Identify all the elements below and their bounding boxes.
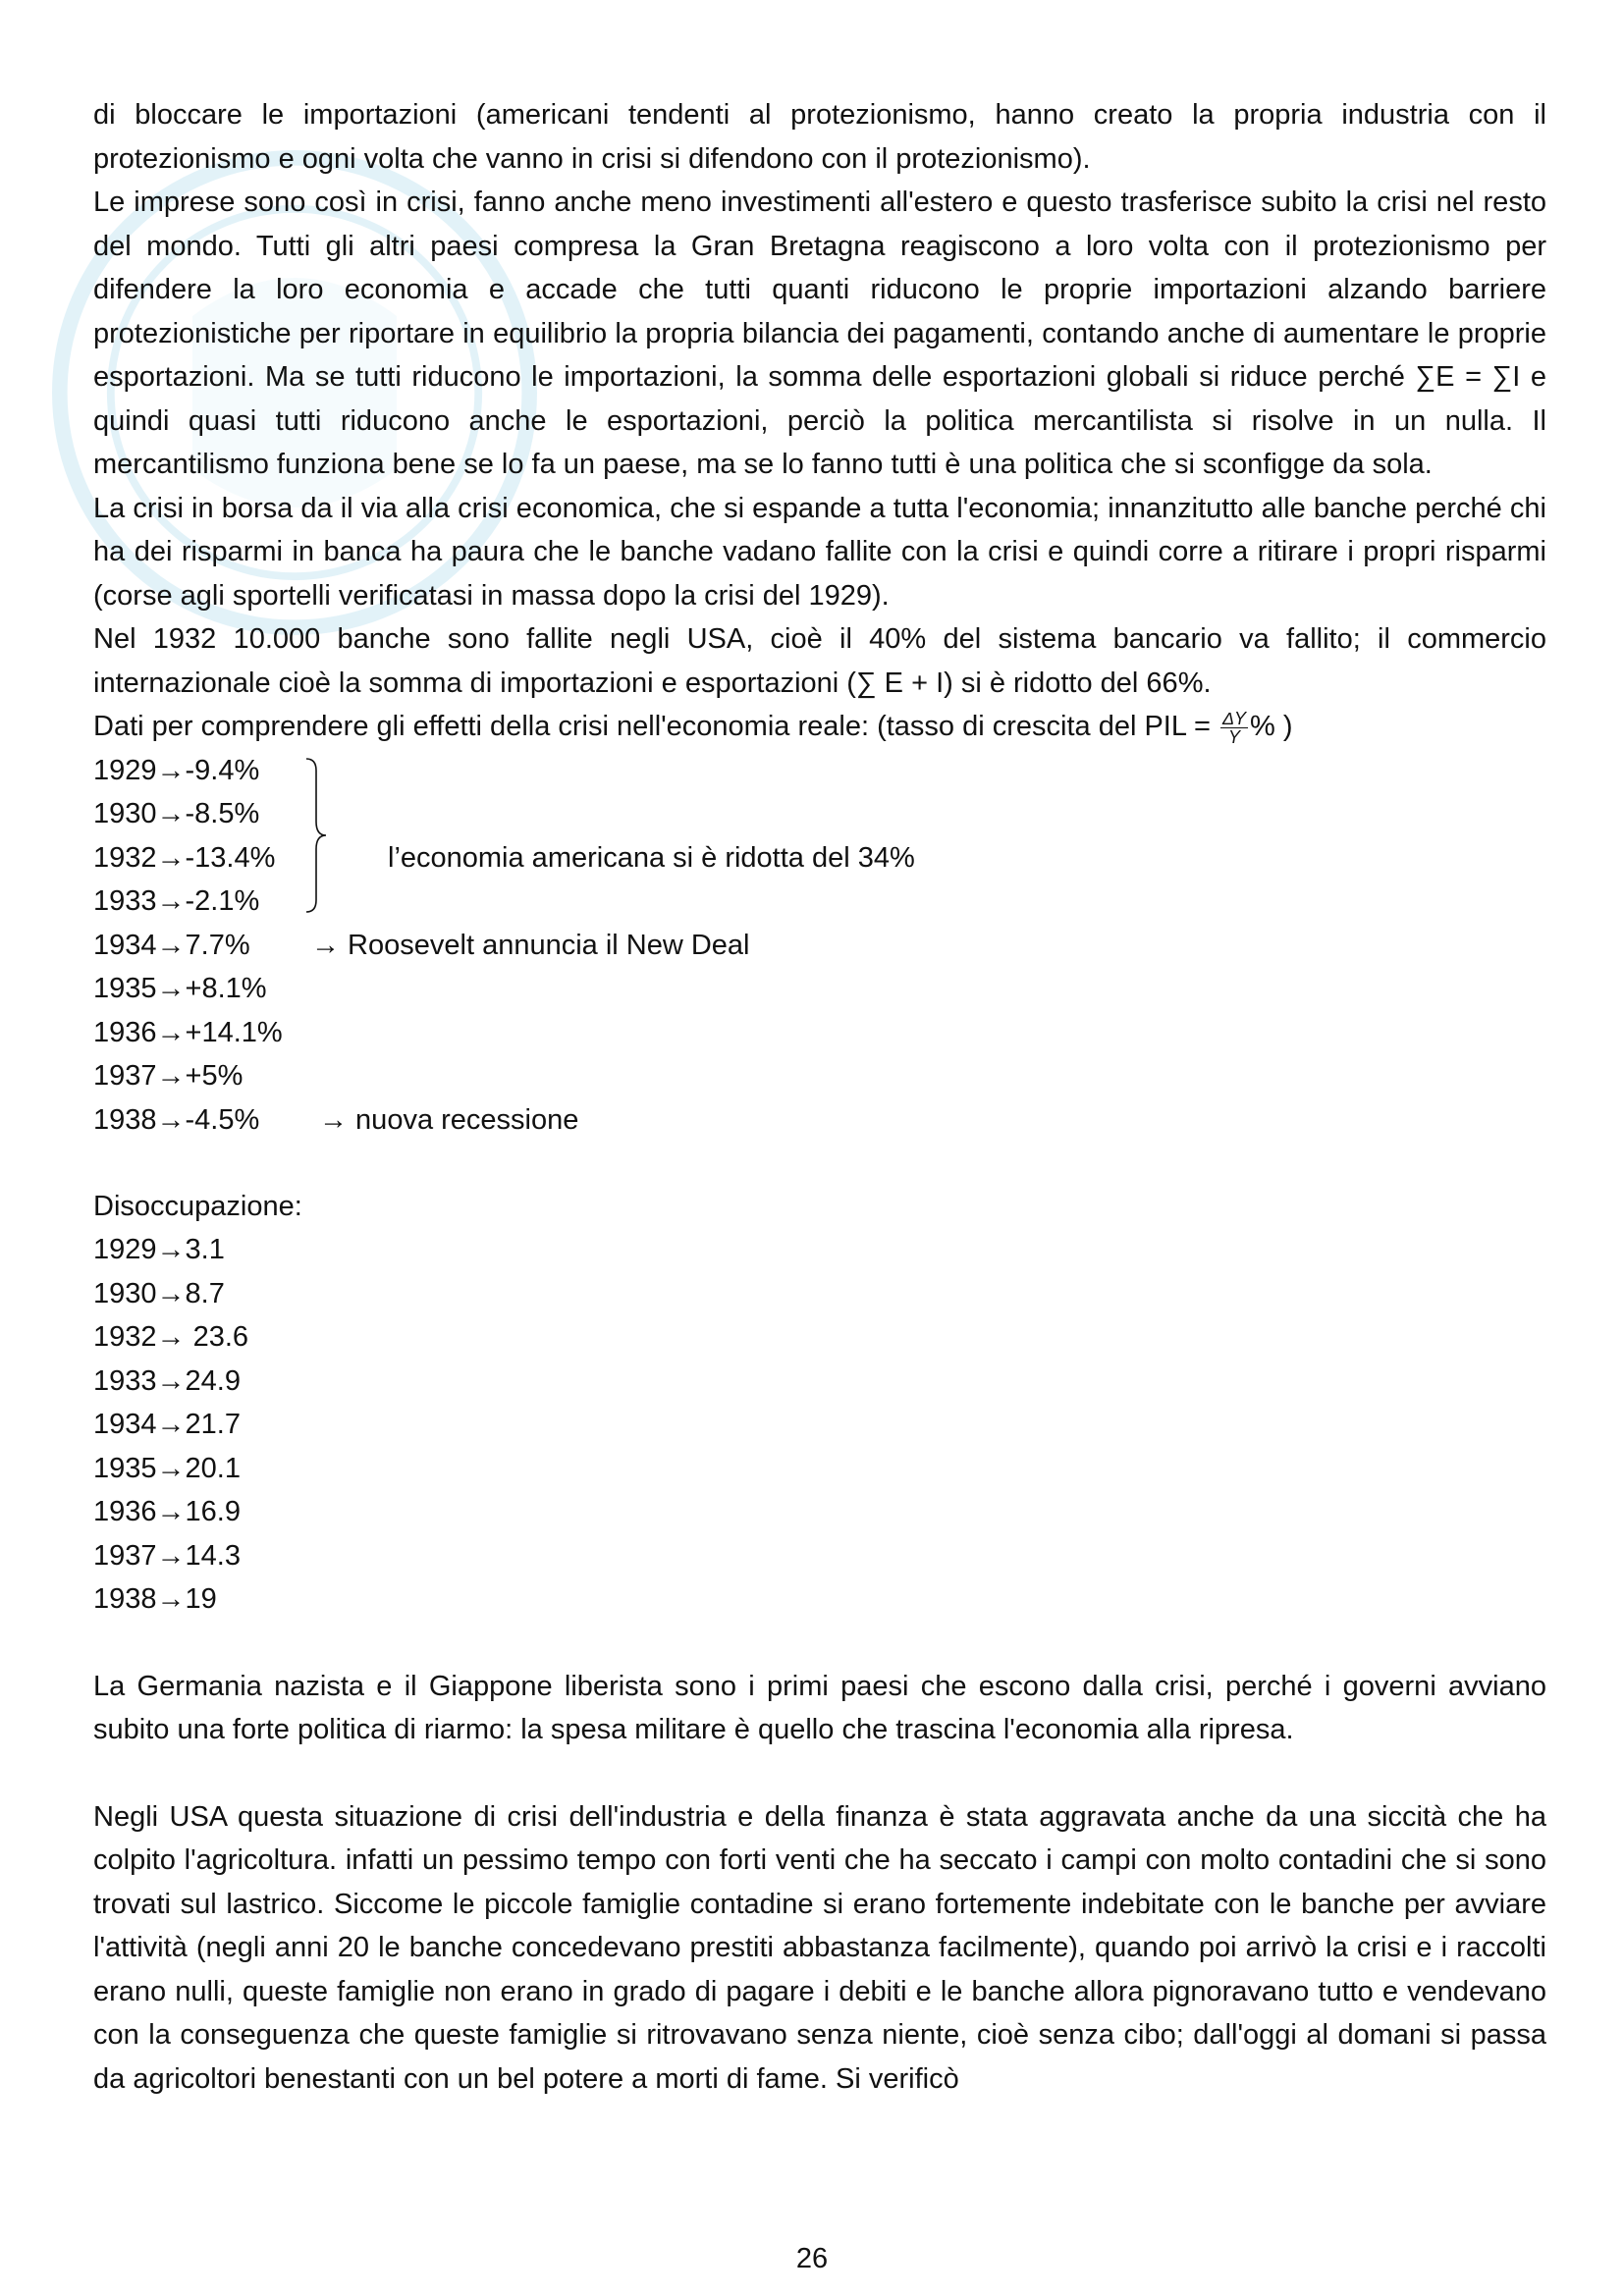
paragraph-protectionism: di bloccare le importazioni (americani tendenti al protezionismo, hanno creato la propria industria con il protezionismo e ogni volta che vanno in crisi si difendono con il protezionismo). [93, 99, 1546, 175]
unemployment-row-1937: 1937→14.3 [93, 1539, 241, 1572]
spacer [93, 1752, 1546, 1795]
paragraph-bank-failures: Nel 1932 10.000 banche sono fallite negli USA, cioè il 40% del sistema bancario va fallito; il commercio internazionale cioè la somma di importazioni e esportazioni (∑ E + I) si è ridotto del 66%. [93, 623, 1546, 699]
page-number: 26 [795, 2243, 829, 2274]
pil-row-1938: 1938→-4.5% [93, 1103, 260, 1136]
right-brace-icon [304, 757, 328, 914]
unemployment-row-1933: 1933→24.9 [93, 1364, 241, 1397]
spacer [93, 1622, 1546, 1665]
pil-formula-denominator: Y [1227, 726, 1240, 747]
pil-row-1933: 1933→-2.1% [93, 885, 260, 917]
unemployment-row-1938: 1938→19 [93, 1583, 217, 1615]
document-page [93, 93, 1546, 2101]
pil-row-1932: 1932→-13.4% [93, 841, 276, 874]
pil-formula-numerator: ΔY [1221, 708, 1247, 728]
unemployment-row-1935: 1935→20.1 [93, 1452, 241, 1484]
pil-row-1934: 1934→7.7% [93, 929, 250, 961]
new-deal-note: → Roosevelt annuncia il New Deal [311, 929, 750, 961]
unemployment-list [93, 1228, 1546, 1622]
unemployment-row-1932: 1932→ 23.6 [93, 1321, 249, 1353]
unemployment-row-1934: 1934→21.7 [93, 1409, 241, 1440]
paragraph-rearmament: La Germania nazista e il Giappone liberista sono i primi paesi che escono dalla crisi, perché i governi avviano subito una forte politica di riarmo: la spesa militare è quello che trascina l'economia alla ripresa. [93, 1670, 1546, 1745]
unemployment-row-1936: 1936→16.9 [93, 1496, 241, 1527]
pil-intro [93, 705, 1546, 749]
recession-note: → nuova recessione [319, 1103, 579, 1136]
pil-intro-suffix: % ) [1250, 711, 1293, 742]
pil-growth-list [93, 749, 1546, 1142]
unemployment-row-1929: 1929→3.1 [93, 1234, 225, 1265]
spacer [93, 1142, 1546, 1185]
brace-note: l’economia americana si è ridotta del 34% [388, 841, 915, 874]
pil-row-1930: 1930→-8.5% [93, 798, 260, 829]
pil-row-1929: 1929→-9.4% [93, 754, 260, 786]
unemployment-title: Disoccupazione: [93, 1190, 302, 1222]
pil-row-1935: 1935→+8.1% [93, 973, 267, 1004]
pil-row-1936: 1936→+14.1% [93, 1016, 283, 1048]
paragraph-mercantilism: Le imprese sono così in crisi, fanno anche meno investimenti all'estero e questo trasferisce subito la crisi nel resto del mondo. Tutti gli altri paesi compresa la Gran Bretagna reagiscono a loro volta con il protezionismo per difendere la loro economia e accade che tutti quanti riducono le proprie importazioni alzando barriere protezionistiche per riportare in equilibrio la propria bilancia dei pagamenti, contando anche di aumentare le proprie esportazioni. Ma se tutti riducono le importazioni, la somma delle esportazioni globali si riduce perché ∑E = ∑I e quindi quasi tutti riducono anche le esportazioni, perciò la politica mercantilista si risolve in un nulla. Il mercantilismo funziona bene se lo fa un paese, ma se lo fanno tutti è una politica che si sconfigge da sola. [93, 187, 1546, 480]
pil-intro-text: Dati per comprendere gli effetti della crisi nell'economia reale: (tasso di crescita del PIL = [93, 711, 1218, 742]
pil-row-1937: 1937→+5% [93, 1060, 244, 1092]
pil-formula-fraction [1220, 710, 1248, 746]
unemployment-row-1930: 1930→8.7 [93, 1277, 225, 1309]
paragraph-bank-run: La crisi in borsa da il via alla crisi economica, che si espande a tutta l'economia; innanzitutto alle banche perché chi ha dei risparmi in banca ha paura che le banche vadano fallite con la crisi e quindi corre a ritirare i propri risparmi (corse agli sportelli verificatasi in massa dopo la crisi del 1929). [93, 492, 1546, 612]
paragraph-drought: Negli USA questa situazione di crisi dell'industria e della finanza è stata aggravata anche da una siccità che ha colpito l'agricoltura. infatti un pessimo tempo con forti venti che ha seccato i campi con molto contadini che si sono trovati sul lastrico. Siccome le piccole famiglie contadine si erano fortemente indebitate con le banche per avviare l'attività (negli anni 20 le banche concedevano prestiti abbastanza facilmente), quando poi arrivò la crisi e i raccolti erano nulli, queste famiglie non erano in grado di pagare i debiti e le banche allora pignoravano tutto e vendevano con la conseguenza che queste famiglie si ritrovavano senza niente, cioè senza cibo; dall'oggi al domani si passa da agricoltori benestanti con un bel potere a morti di fame. Si verificò [93, 1800, 1546, 2095]
